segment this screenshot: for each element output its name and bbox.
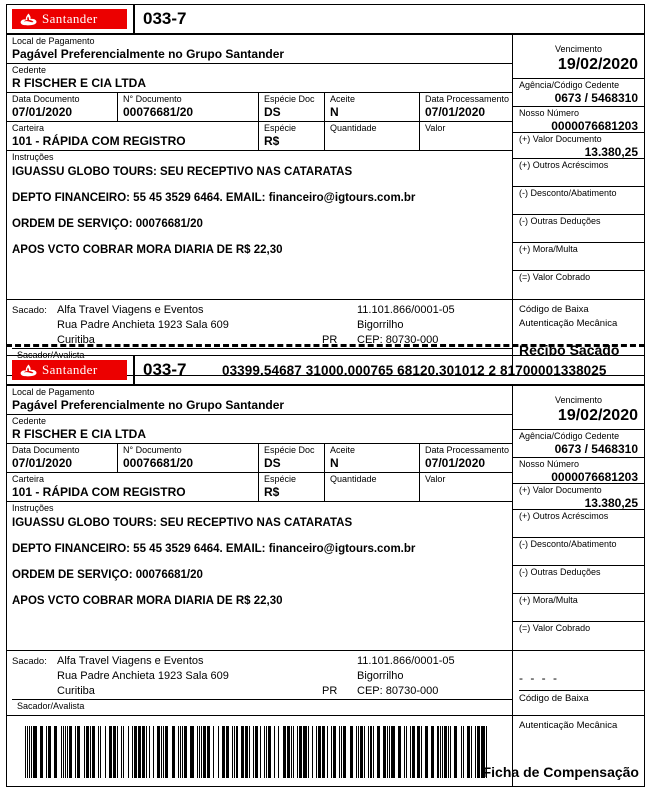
instrucao-line: ORDEM DE SERVIÇO: 00076681/20 [12,218,203,230]
cell-data-processamento-recibo [419,93,512,121]
sacado-uf-spacer [322,318,357,333]
label-vencimento: Vencimento [554,395,603,405]
value-sacado-uf: PR [322,334,338,346]
label-outros-acrescimos: (+) Outros Acréscimos [519,511,609,521]
value-sacado-address: Rua Padre Anchieta 1923 Sala 609 [57,670,229,682]
recibo-sacado-boleto [6,4,645,376]
label-data-documento: Data Documento [12,445,80,455]
row-valor-documento-ficha [513,484,644,510]
label-codigo-de-baixa-ficha: Código de Baixa [519,690,644,706]
label-sacador-avalista: Sacador/Avalista [17,350,85,360]
label-valor-cobrado: (=) Valor Cobrado [519,623,591,633]
label-valor-cobrado: (=) Valor Cobrado [519,272,591,282]
value-aceite: N [330,105,339,119]
value-sacado-name: Alfa Travel Viagens e Eventos [57,655,204,667]
label-mora-multa: (+) Mora/Multa [519,595,578,605]
instrucoes-lines-recibo [12,163,512,270]
row-nosso-numero-ficha [513,458,644,484]
row-outras-deducoes-ficha [513,566,644,594]
value-carteira: 101 - RÁPIDA COM REGISTRO [12,485,186,499]
label-especie-doc: Espécie Doc [264,445,315,455]
sacado-uf-spacer [322,303,357,318]
ficha-compensacao-title: Ficha de Compensação [482,764,639,780]
body-split-ficha [7,386,644,650]
barcode-image [25,726,512,778]
value-sacado-city: Curitiba [57,334,95,346]
label-outras-deducoes: (-) Outras Deduções [519,216,601,226]
value-especie-doc: DS [264,105,281,119]
cell-local-pagamento-ficha [7,386,512,414]
label-numero-documento: N° Documento [123,445,182,455]
label-outras-deducoes: (-) Outras Deduções [519,567,601,577]
row-outros-acrescimos-ficha [513,510,644,538]
instrucao-line: APOS VCTO COBRAR MORA DIARIA DE R$ 22,30 [12,595,283,607]
label-cedente: Cedente [12,65,47,75]
digitable-line: 03399.54687 31000.000765 68120.301012 2 81700001338025 [221,362,607,378]
santander-logo [12,9,127,29]
cell-especie-doc-recibo [258,93,324,121]
value-agencia-codigo-cedente: 0673 / 5468310 [554,442,638,456]
cell-numero-documento-recibo [117,93,258,121]
sacado-uf-spacer [322,669,357,684]
right-money-column-ficha [512,386,644,650]
sacado-line-name [12,303,512,318]
sacado-line-address [12,669,512,684]
value-vencimento: 19/02/2020 [557,56,638,73]
value-sacado-cnpj: 11.101.866/0001-05 [357,655,455,667]
instrucao-line: ORDEM DE SERVIÇO: 00076681/20 [12,569,203,581]
codigo-baixa-dashes: - - - - [519,671,559,685]
row-valor-documento-recibo [513,133,644,159]
row-cedente-recibo [7,64,512,93]
label-agencia-codigo-cedente: Agência/Código Cedente [519,431,620,441]
value-data-processamento: 07/01/2020 [425,105,486,119]
cell-valor-recibo [419,122,512,150]
row-nosso-numero-recibo [513,107,644,133]
cell-quantidade-ficha [324,473,419,501]
value-sacado-uf: PR [322,685,338,697]
value-vencimento: 19/02/2020 [557,407,638,424]
row-agencia-codigo-cedente-recibo [513,79,644,107]
label-desconto-abatimento: (-) Desconto/Abatimento [519,539,617,549]
value-sacado-cep: CEP: 80730-000 [357,685,439,697]
value-data-processamento: 07/01/2020 [425,456,486,470]
cell-local-pagamento-recibo [7,35,512,63]
label-quantidade: Quantidade [330,474,377,484]
cut-separator-line [6,344,645,347]
value-agencia-codigo-cedente: 0673 / 5468310 [554,91,638,105]
cell-especie-doc-ficha [258,444,324,472]
value-especie: R$ [264,134,280,148]
row-local-pagamento-recibo [7,35,512,64]
label-sacado: Sacado: [12,305,47,316]
row-outros-acrescimos-recibo [513,159,644,187]
sacado-uf-spacer [322,654,357,669]
sacado-left-ficha [7,651,512,715]
santander-wordmark: Santander [42,11,98,26]
label-numero-documento: N° Documento [123,94,182,104]
row-agencia-codigo-cedente-ficha [513,430,644,458]
value-sacado-cnpj: 11.101.866/0001-05 [357,304,455,316]
sacado-line-city [12,684,512,699]
label-data-processamento: Data Processamento [425,94,510,104]
label-valor-documento: (+) Valor Documento [519,134,602,144]
value-valor-documento: 13.380,25 [584,496,638,510]
row-vencimento-recibo [513,35,644,79]
row-carteira-ficha [7,473,512,502]
value-especie: R$ [264,485,280,499]
label-quantidade: Quantidade [330,123,377,133]
sacado-right-ficha [512,651,644,715]
label-aceite: Aceite [330,445,356,455]
row-cedente-ficha [7,415,512,444]
label-codigo-de-baixa-recibo: Código de Baixa [519,304,589,315]
label-valor-documento: (+) Valor Documento [519,485,602,495]
row-documento-ficha [7,444,512,473]
value-especie-doc: DS [264,456,281,470]
cell-valor-ficha [419,473,512,501]
instrucoes-lines-ficha [12,514,512,621]
value-cedente: R FISCHER E CIA LTDA [12,76,146,90]
label-desconto-abatimento: (-) Desconto/Abatimento [519,188,617,198]
value-sacado-neighborhood: Bigorrilho [357,670,404,682]
instrucao-line: IGUASSU GLOBO TOURS: SEU RECEPTIVO NAS CATARATAS [12,166,353,178]
sacado-block-ficha [7,650,644,715]
cell-carteira-recibo [7,122,258,150]
label-data-documento: Data Documento [12,94,80,104]
cell-especie-recibo [258,122,324,150]
right-money-column-recibo [512,35,644,299]
row-mora-multa-ficha [513,594,644,622]
cell-data-documento-ficha [7,444,117,472]
value-aceite: N [330,456,339,470]
value-sacado-address: Rua Padre Anchieta 1923 Sala 609 [57,319,229,331]
cell-carteira-ficha [7,473,258,501]
row-desconto-abatimento-recibo [513,187,644,215]
bank-header-ficha [7,356,644,386]
row-vencimento-ficha [513,386,644,430]
value-data-documento: 07/01/2020 [12,456,73,470]
cell-data-documento-recibo [7,93,117,121]
ficha-compensacao-boleto [6,355,645,787]
instrucao-line: IGUASSU GLOBO TOURS: SEU RECEPTIVO NAS CATARATAS [12,517,353,529]
label-vencimento: Vencimento [554,44,603,54]
bank-header-recibo [7,5,644,35]
cell-quantidade-recibo [324,122,419,150]
cell-aceite-ficha [324,444,419,472]
row-valor-cobrado-ficha [513,622,644,650]
value-numero-documento: 00076681/20 [123,105,194,119]
row-valor-cobrado-recibo [513,271,644,299]
row-mora-multa-recibo [513,243,644,271]
value-valor-documento: 13.380,25 [584,145,638,159]
value-cedente: R FISCHER E CIA LTDA [12,427,146,441]
value-carteira: 101 - RÁPIDA COM REGISTRO [12,134,186,148]
instrucoes-block-recibo [7,151,512,270]
left-data-column-recibo [7,35,512,299]
cell-aceite-recibo [324,93,419,121]
label-instrucoes: Instruções [12,503,54,513]
value-local-pagamento: Pagável Preferencialmente no Grupo Santander [12,398,285,412]
value-data-documento: 07/01/2020 [12,105,73,119]
label-data-processamento: Data Processamento [425,445,510,455]
value-sacado-city: Curitiba [57,685,95,697]
value-sacado-cep: CEP: 80730-000 [357,334,439,346]
label-local-pagamento: Local de Pagamento [12,36,95,46]
label-carteira: Carteira [12,123,45,133]
label-autenticacao-mecanica-ficha: Autenticação Mecânica [519,720,618,731]
sacado-tag-spacer [12,669,57,684]
barcode-left [7,716,512,786]
instrucao-line: APOS VCTO COBRAR MORA DIARIA DE R$ 22,30 [12,244,283,256]
label-especie-doc: Espécie Doc [264,94,315,104]
cell-cedente-ficha [7,415,512,443]
label-sacador-avalista: Sacador/Avalista [17,701,85,711]
value-nosso-numero: 0000076681203 [551,119,638,133]
label-aceite: Aceite [330,94,356,104]
label-carteira: Carteira [12,474,45,484]
instrucao-line: DEPTO FINANCEIRO: 55 45 3529 6464. EMAIL: financeiro@igtours.com.br [12,192,416,204]
label-especie: Espécie [264,474,297,484]
value-sacado-name: Alfa Travel Viagens e Eventos [57,304,204,316]
row-local-pagamento-ficha [7,386,512,415]
label-valor: Valor [425,123,446,133]
value-local-pagamento: Pagável Preferencialmente no Grupo Santander [12,47,285,61]
label-nosso-numero: Nosso Número [519,459,580,469]
bank-code-recibo: 033-7 [133,5,194,33]
barcode-right [482,716,644,786]
santander-wordmark: Santander [42,362,98,377]
label-autenticacao-mecanica-recibo: Autenticação Mecânica [519,318,618,329]
row-documento-recibo [7,93,512,122]
value-sacado-neighborhood: Bigorrilho [357,319,404,331]
row-desconto-abatimento-ficha [513,538,644,566]
row-carteira-recibo [7,122,512,151]
sacado-tag-spacer [12,318,57,333]
label-nosso-numero: Nosso Número [519,108,580,118]
label-especie: Espécie [264,123,297,133]
cell-data-processamento-ficha [419,444,512,472]
label-outros-acrescimos: (+) Outros Acréscimos [519,160,609,170]
santander-logo [12,360,127,380]
cell-especie-ficha [258,473,324,501]
label-local-pagamento: Local de Pagamento [12,387,95,397]
row-outras-deducoes-recibo [513,215,644,243]
santander-flame-icon [20,364,37,377]
instrucoes-block-ficha [7,502,512,621]
sacado-tag-spacer [12,684,57,699]
instrucao-line: DEPTO FINANCEIRO: 55 45 3529 6464. EMAIL: financeiro@igtours.com.br [12,543,416,555]
barcode-block [7,715,644,786]
sacado-line-address [12,318,512,333]
recibo-sacado-title: Recibo Sacado [519,342,620,358]
sacado-line-name [12,654,512,669]
label-cedente: Cedente [12,416,47,426]
label-sacado: Sacado: [12,656,47,667]
label-valor: Valor [425,474,446,484]
label-mora-multa: (+) Mora/Multa [519,244,578,254]
value-numero-documento: 00076681/20 [123,456,194,470]
value-nosso-numero: 0000076681203 [551,470,638,484]
left-data-column-ficha [7,386,512,650]
bank-code-ficha: 033-7 [133,356,194,384]
cell-numero-documento-ficha [117,444,258,472]
santander-flame-icon [20,13,37,26]
label-instrucoes: Instruções [12,152,54,162]
body-split-recibo [7,35,644,299]
sacador-avalista-row-ficha [12,699,512,715]
cell-cedente-recibo [7,64,512,92]
label-agencia-codigo-cedente: Agência/Código Cedente [519,80,620,90]
